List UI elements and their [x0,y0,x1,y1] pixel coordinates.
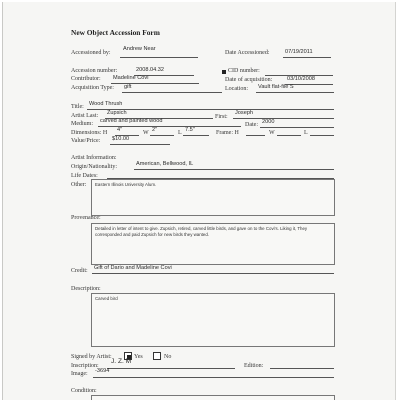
medium-value[interactable]: carved and painted wood [100,118,163,124]
dimensions-l-line [183,135,209,136]
signed-no-label: No [164,354,172,360]
cid-number-label: CID number: [228,68,260,74]
contributor-label: Contributor: [71,76,101,82]
date-line [260,127,334,128]
title-value[interactable]: Wood Thrush [89,101,123,107]
acquisition-type-label: Acquisition Type: [71,85,114,91]
inscription-value[interactable]: J. Z. M [111,358,132,365]
credit-value[interactable]: Gift of Dario and Madeline Covi [94,265,172,271]
value-price-value[interactable]: $10.00 [112,136,130,142]
inscription-line [107,368,235,369]
accessioned-by-value[interactable]: Andrew Near [123,46,156,52]
date-label: Date: [245,122,258,128]
frame-w-line[interactable] [277,135,301,136]
origin-nationality-line [134,169,334,170]
frame-l-label: L [304,130,308,136]
form-page [2,2,396,400]
edition-line[interactable] [270,368,334,369]
frame-h-line[interactable] [246,135,265,136]
form-title: New Object Accession Form [71,28,160,37]
life-dates-label: Life Dates: [71,173,98,179]
first-label: First: [215,114,228,120]
date-accessioned-label: Date Accessioned: [225,50,270,56]
signed-yes-label: Yes [134,354,143,360]
acquisition-type-line [122,92,222,93]
date-accessioned-line [283,57,331,58]
signed-no-checkbox[interactable] [153,352,161,360]
dimensions-l-value[interactable]: 7.5" [185,127,195,133]
frame-label: Frame: H [216,130,239,136]
dimensions-w-line [150,135,174,136]
location-value[interactable]: Vault flat-file S [258,84,294,90]
description-label: Description: [71,286,101,292]
acquisition-type-value[interactable]: gift [124,84,132,90]
date-of-acquisition-label: Date of acquisition: [225,77,273,83]
frame-l-line[interactable] [310,135,334,136]
provenance-value: Detailed in letter of intent to give. Zupsich, retired, carved little birds, and gave on to the Covi's. Liking it, They corresponded and paid Zupsich for new birds they wanted. [95,226,308,237]
other-value: Eastern Illinois University Alum. [95,182,157,187]
dimensions-h-value[interactable]: 4" [117,127,123,133]
image-label: Image: [71,371,88,377]
artist-last-value[interactable]: Zupsich [107,110,127,116]
artist-last-label: Artist Last: [71,113,99,119]
credit-line [92,273,334,274]
date-value[interactable]: 2000 [262,119,275,125]
first-value[interactable]: Joseph [235,110,254,116]
value-price-line [110,144,170,145]
other-label: Other: [71,182,87,188]
image-value[interactable]: -3694 [95,368,110,374]
title-label: Title: [71,104,84,110]
origin-nationality-value[interactable]: American, Bellwood, IL [136,161,194,167]
signed-by-artist-label: Signed by Artist: [71,354,112,360]
frame-w-label: W [269,130,275,136]
medium-label: Medium: [71,121,93,127]
accessioned-by-line [120,57,198,58]
provenance-label: Provenance: [71,215,101,221]
location-label: Location: [225,86,248,92]
date-of-acquisition-value[interactable]: 03/10/2008 [287,76,315,82]
artist-information-label: Artist Information: [71,155,117,161]
cid-checkbox[interactable] [222,70,226,74]
inscription-label: Inscription: [71,363,99,369]
first-line [233,118,334,119]
contributor-value[interactable]: Madeline Covi [113,75,149,81]
other-box[interactable] [91,179,335,216]
accessioned-by-label: Accessioned by: [71,50,111,56]
edition-label: Edition: [244,363,264,369]
description-box[interactable] [91,293,335,347]
origin-nationality-label: Origin/Nationality: [71,164,117,170]
condition-box[interactable] [91,395,335,400]
provenance-box[interactable] [91,223,335,265]
dimensions-w-label: W [143,130,149,136]
dimensions-l-label: L [178,130,182,136]
accession-number-label: Accession number: [71,68,118,74]
image-line [93,377,334,378]
condition-label: Condition: [71,388,97,394]
description-value: Carved bird [95,296,118,301]
location-line [256,92,334,93]
accession-number-value[interactable]: 2008.04.32 [136,67,164,73]
dimensions-w-value[interactable]: 2" [152,127,158,133]
credit-label: Credit: [71,268,88,274]
dimensions-label: Dimensions: H [71,130,108,136]
value-price-label: Value/Price: [71,138,101,144]
date-accessioned-value[interactable]: 07/19/2011 [285,49,313,55]
